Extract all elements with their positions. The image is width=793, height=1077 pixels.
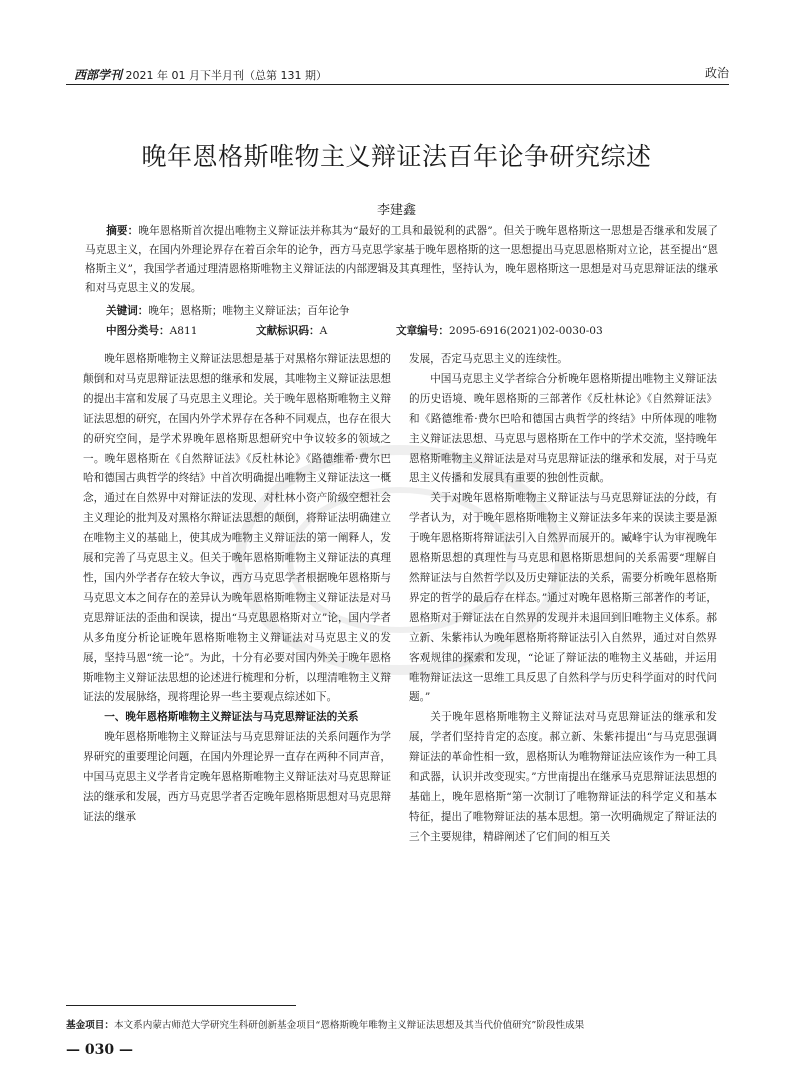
keywords-text: 晚年；恩格斯；唯物主义辩证法；百年论争 <box>148 305 350 317</box>
abstract <box>85 222 718 298</box>
keywords-label: 关键词： <box>106 305 149 317</box>
clc-label: 中图分类号： <box>106 325 170 337</box>
footnote-label: 基金项目： <box>66 1020 114 1031</box>
footnote-text: 本文系内蒙古师范大学研究生科研创新基金项目“恩格斯晚年唯物主义辩证法思想及其当代价值研究”阶段性成果 <box>113 1020 585 1031</box>
classification-line <box>106 323 666 338</box>
running-header <box>74 66 327 83</box>
doc-code-label: 文献标识码： <box>256 325 320 337</box>
footnote-rule <box>66 1005 296 1006</box>
paragraph: 发展，否定马克思主义的连续性。 <box>409 353 568 365</box>
abstract-text: 晚年恩格斯首次提出唯物主义辩证法并称其为“最好的工具和最锐利的武器”。但关于晚年恩格斯这一思想是否继承和发展了马克思主义，在国内外理论界存在着百余年的论争，西方马克思学家基于晚年恩格斯的这一思想提出马克思恩格斯对立论，甚至提出“恩格斯主义”，我国学者通过理清恩格斯唯物主义辩证法的内部逻辑及其真理性，坚持认为，晚年恩格斯这一思想是对马克思辩证法的继承和对马克思主义的发展。 <box>85 225 719 294</box>
right-column <box>409 350 717 848</box>
paragraph: 关于对晚年恩格斯唯物主义辩证法与马克思辩证法的分歧，有学者认为，对于晚年恩格斯唯物主义辩证法多年来的误读主要是源于晚年恩格斯将辩证法引入自然界而展开的。臧峰宇认为审视晚年恩格斯思想的真理性与马克思和恩格斯思想间的关系需要“理解自然辩证法与自然哲学以及历史辩证法的关系，需要分析晚年恩格斯界定的哲学的最后存在样态。”通过对晚年恩格斯三部著作的考证，恩格斯对于辩证法在自然界的发现并未退回到旧唯物主义体系。郝立新、朱紫祎认为晚年恩格斯将辩证法引入自然界，通过对自然界客观规律的探索和发现，“论证了辩证法的唯物主义基础，并运用唯物辩证法这一思维工具反思了自然科学与历史科学面对的时代问题。” <box>409 492 717 704</box>
author-name: 李建鑫 <box>376 203 416 218</box>
paragraph: 关于晚年恩格斯唯物主义辩证法对马克思辩证法的继承和发展，学者们坚持肯定的态度。郝立新、朱紫祎提出“与马克思强调辩证法的革命性相一致，恩格斯认为唯物辩证法应该作为一种工具和武器，认识并改变现实。”方世南提出在继承马克思辩证法思想的基础上，晚年恩格斯“第一次制订了唯物辩证法的科学定义和基本特征，提出了唯物辩证法的基本思想。第一次明确规定了辩证法的三个主要规律，精辟阐述了它们间的相互关 <box>409 711 717 843</box>
journal-name: 西部学刊 <box>74 68 123 82</box>
section-heading: 一、晚年恩格斯唯物主义辩证法与马克思辩证法的关系 <box>104 711 359 724</box>
article-title: 晚年恩格斯唯物主义辩证法百年论争研究综述 <box>141 142 652 171</box>
abstract-label: 摘要： <box>106 225 139 237</box>
clc-value: A811 <box>169 325 198 337</box>
section-label: 政治 <box>704 66 729 80</box>
keywords <box>106 303 350 318</box>
paragraph: 晚年恩格斯唯物主义辩证法思想是基于对黑格尔辩证法思想的颠倒和对马克思辩证法思想的继承和发展，其唯物主义辩证法思想的提出丰富和发展了马克思主义理论。关于晚年恩格斯唯物主义辩证法思想的研究，在国内外学术界存在各种不同观点，也存在很大的研究空间，是学术界晚年恩格斯思想研究中争议较多的领域之一。晚年恩格斯在《自然辩证法》《反杜林论》《路德维希·费尔巴哈和德国古典哲学的终结》中首次明确提出唯物主义辩证法这一概念，通过在自然界中对辩证法的发现、对杜林小资产阶级空想社会主义理论的批判及对黑格尔辩证法思想的颠倒，将辩证法明确建立在唯物主义的基础上，使其成为唯物主义辩证法的第一阐释人，发展和完善了马克思主义。但关于晚年恩格斯唯物主义辩证法的真理性，国内外学者存在较大争议，西方马克思学者根据晚年恩格斯与马克思文本之间存在的差异认为晚年恩格斯唯物主义辩证法是对马克思辩证法的歪曲和误读，提出“马克思恩格斯对立”论，国内学者从多角度分析论证晚年恩格斯唯物主义辩证法对马克思主义的发展，坚持马恩“统一论”。为此，十分有必要对国内外关于晚年恩格斯唯物主义辩证法思想的论述进行梳理和分析，以理清唯物主义辩证法的发展脉络，现将理论界一些主要观点综述如下。 <box>83 353 391 704</box>
footnote <box>66 1017 584 1031</box>
header-rule <box>66 84 729 85</box>
left-column <box>83 350 391 828</box>
article-number-value: 2095-6916(2021)02-0030-03 <box>448 325 603 337</box>
issue-info: 2021 年 01 月下半月刊（总第 131 期） <box>125 69 327 82</box>
article-number-label: 文章编号： <box>396 325 449 337</box>
paragraph: 晚年恩格斯唯物主义辩证法与马克思辩证法的关系问题作为学界研究的重要理论问题，在国内外理论界一直存在两种不同声音，中国马克思主义学者肯定晚年恩格斯唯物主义辩证法对马克思辩证法的继承和发展，西方马克思学者否定晚年恩格斯思想对马克思辩证法的继承 <box>83 731 391 823</box>
paragraph: 中国马克思主义学者综合分析晚年恩格斯提出唯物主义辩证法的历史语境、晚年恩格斯的三部著作《反杜林论》《自然辩证法》和《路德维希·费尔巴哈和德国古典哲学的终结》中所体现的唯物主义辩证法思想、马克思与恩格斯在工作中的学术交流，坚持晚年恩格斯唯物主义辩证法是对马克思辩证法的继承和发展，对于马克思主义传播和发展具有重要的独创性贡献。 <box>409 372 717 485</box>
page-number: — 030 — <box>66 1042 133 1058</box>
doc-code-value: A <box>319 325 328 337</box>
